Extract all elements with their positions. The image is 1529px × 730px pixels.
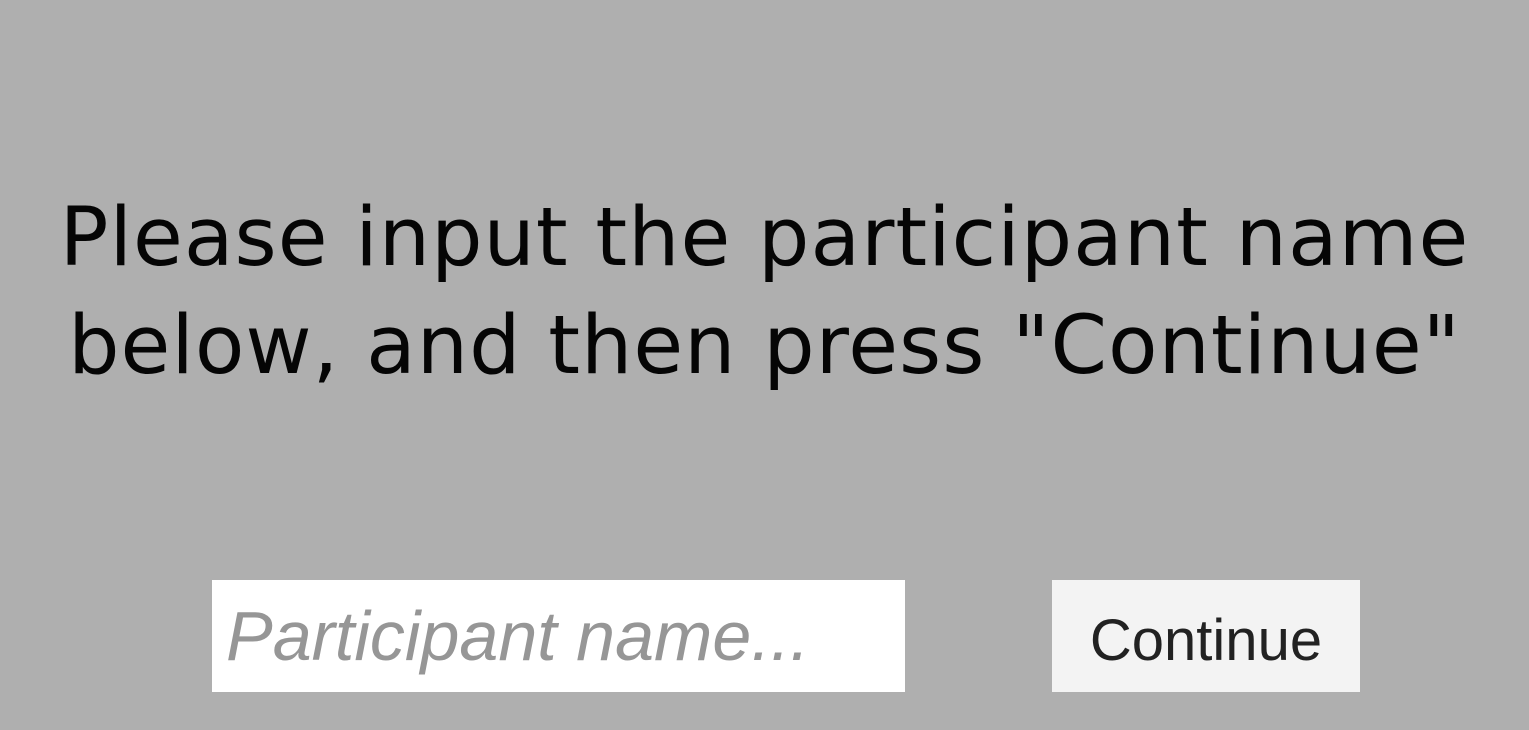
instruction-line-2: below, and then press "Continue" xyxy=(68,299,1461,393)
instruction-line-1: Please input the participant name xyxy=(59,191,1470,285)
continue-button[interactable]: Continue xyxy=(1052,580,1360,692)
participant-name-input[interactable] xyxy=(212,580,905,692)
instruction-text xyxy=(0,184,1529,400)
